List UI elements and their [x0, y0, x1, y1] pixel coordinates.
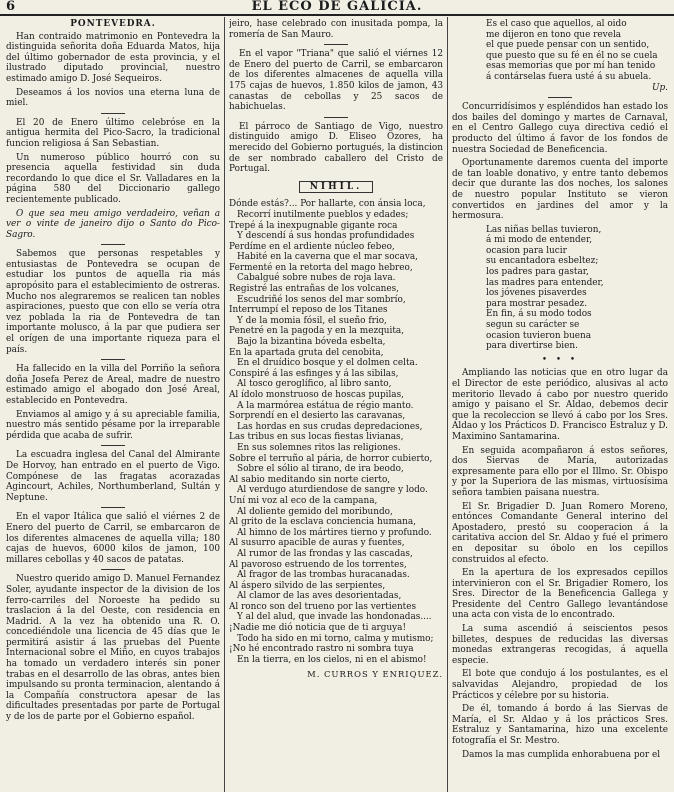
- verse-line: que puesto que su fé en él no se cuela: [486, 50, 658, 61]
- column-rule-1: [224, 17, 225, 792]
- verse-line: Al rumor de las frondas y las cascadas,: [237, 548, 413, 559]
- verse-line: Al himno de los mártires tierno y profundo.: [237, 527, 432, 538]
- verse-line: Todo ha sido en mi torno, calma y mutismo;: [237, 633, 434, 644]
- verse-line: Fermenté en la retorta del mago hebreo,: [229, 262, 413, 273]
- article-sum-raised: La suma ascendió á seiscientos pesos billetes, despues de reducidas las diversas monedas extrangeras recogidas, á aquella especie.: [452, 624, 668, 666]
- verse-line: Al clamor de las aves desorientadas,: [237, 591, 402, 602]
- poem-title: NIHIL.: [299, 181, 373, 194]
- article-lifeboat: El bote que condujo á los postulantes, es el salvavidas Alejandro, propiedad de los Prácticos y célebre por su historia.: [452, 669, 668, 701]
- article-obituary: Ha fallecido en la villa del Porriño la señora doña Josefa Perez de Areal, madre de nuestro estimado amigo el abogado don José Areal, establecido en Pontevedra.: [6, 364, 220, 406]
- verse-line: Bajo la bizantina bóveda esbelta,: [237, 337, 386, 348]
- verse-line: Y al del alud, que invade las hondonadas....: [237, 612, 432, 623]
- verse-line: Al grito de la esclava conciencia humana,: [229, 517, 416, 528]
- section-heading-pontevedra: PONTEVEDRA.: [70, 19, 156, 29]
- verse-line: Sobre el terruño al pária, de horror cubierto,: [229, 453, 433, 464]
- masthead: [0, 0, 674, 16]
- verse-line: Al sabio meditando sin norte cierto,: [229, 474, 391, 485]
- verse-line: Trepé á la inexpugnable gigante roca: [229, 220, 398, 231]
- verse-signature: Up.: [652, 82, 668, 93]
- verse-line: Escudriñé los senos del mar sombrío,: [237, 294, 406, 305]
- article-fernandez-soler: Nuestro querido amigo D. Manuel Fernandez Soler, ayudante inspector de la division de los ferro-carriles del Noroeste ha pedido su traslacion á la del Oeste, con residencia en Madrid. A la vez ha obtenido una R. O. concediéndole una licencia de 45 días que le permitirá asistir á las pruebas del Puente Internacional sobre el Miño, en cuyos trabajos ha tomado un verdadero interés sin poner trabas en el desarrollo de las obras, antes bien impulsando su pronta terminacion, alentando á la Compañía constructora apesar de las dificultades presentadas por parte de Portugal y de los de parte por el Gobierno español.: [6, 574, 220, 723]
- verse-line: A la marmórea estátua de régio manto.: [237, 400, 414, 411]
- verse-line: su encantadora esbeltez;: [486, 256, 599, 267]
- article-italica-cargo: En el vapor Itálica que salió el viérnes 2 de Enero del puerto de Carril, se embarcaron de los diferentes almacenes de aquella villa; 180 cajas de huevos, 6000 kilos de jamon, 100 millares cebollas y 40 sacos de patatas.: [6, 512, 220, 565]
- verse-line: ¡No hé encontrado rastro ni sombra tuya: [229, 644, 414, 655]
- verse-line: Y de la momia fósil, el sueño frio,: [237, 315, 387, 326]
- verse-line: Recorrí inutilmente pueblos y edades;: [237, 209, 409, 220]
- verse-line: ocasion tuvieron buena: [486, 330, 592, 341]
- verse-line: Habité en la caverna que el mar socava,: [237, 252, 418, 263]
- article-congratulations: Damos la mas cumplida enhorabuena por el: [462, 749, 661, 760]
- verse-line: Perdíme en el ardiente núcleo febeo,: [229, 241, 395, 252]
- verse-line: En la apartada gruta del cenobita,: [229, 347, 384, 358]
- verse-line: Al ronco son del trueno por las vertientes: [229, 601, 417, 612]
- article-condolences: Enviamos al amigo y á su apreciable familia, nuestro más sentido pésame por la irreparable pérdida que acaba de sufrir.: [6, 409, 220, 441]
- verse-line: Al ídolo monstruoso de hoscas pupilas,: [229, 390, 404, 400]
- verse-line: En el druídico bosque y el dolmen celta.: [237, 358, 418, 369]
- article-carnival-balls: Concurridísimos y espléndidos han estado los dos bailes del domingo y martes de Carnaval, en el Centro Gallego cuya directiva cedió el producto del último á favor de los fondos de nuestra Sociedad de Beneficencia.: [452, 102, 668, 155]
- article-donation: Oportunamente daremos cuenta del importe de tan loable donativo, y entre tanto debemos decir que durante las dos noches, los salones de nuestro popular Instituto se vieron convertidos en jardines del amor y la hermosura.: [452, 158, 668, 222]
- verse-line: Al susurro apacible de auras y fuentes,: [229, 538, 405, 549]
- verse-line: Las hordas en sus crudas depredaciones,: [237, 421, 423, 432]
- verse-line: Interrumpí el reposo de los Titanes: [229, 305, 388, 316]
- article-triana-cargo: En el vapor "Triana" que salió el viérnes 12 de Enero del puerto de Carril, se embarcaron de los diferentes almacenes de aquella villa 175 cajas de huevos, 1.850 kilos de jamon, 43 canastas de cebollas y 25 sacos de habichuelas.: [229, 49, 443, 113]
- verse-line: Al verdugo aturdiendose de sangre y lodo.: [237, 485, 428, 496]
- column-1: [6, 19, 220, 792]
- verse-line: Conspiré á las esfinges y á las sibilas,: [229, 368, 399, 379]
- newspaper-title: EL ECO DE GALICIA.: [251, 0, 423, 14]
- verse-line: Dónde estás?... Por hallarte, con ánsia loca,: [229, 199, 426, 210]
- article-wedding-wish: Deseamos á los novios una eterna luna de miel.: [6, 87, 220, 109]
- poem-nihil: [229, 199, 443, 665]
- verse-line: Uní mi voz al eco de la campana,: [229, 495, 378, 506]
- verse-line: En fin, á su modo todos: [486, 309, 592, 320]
- page-number: 6: [6, 0, 16, 14]
- verse-line: Sorprendí en el desierto las caravanas,: [229, 411, 406, 422]
- article-oyster-beds: Sabemos que personas respetables y entusiastas de Pontevedra se ocupan de estudiar los puntos de aquella ria más apropósito para el establecimiento de ostreras. Mucho nos alegraremos se realicen tan nobles aspiraciones, puesto que con ello se vería otra vez poblada la ria de Pontevedra de tan importante molusco, á la par que pudiera ser el orígen de una importante riqueza para el país.: [6, 249, 220, 355]
- verse-line: Es el caso que aquellos, al oido: [486, 19, 627, 29]
- article-pico-sacro-quote: O que sea meu amigo verdadeiro, veñan a ver o vinte de janeiro dijo o Santo do Pico-Sagro.: [6, 208, 220, 240]
- separator: [101, 244, 125, 245]
- separator: [101, 445, 125, 446]
- verse-line: ocasion para lucir: [486, 245, 567, 256]
- article-aldao-collection: Ampliando las noticias que en otro lugar da el Director de este periódico, alusivas al acto meritorio llevado á cabo por nuestro querido amigo y paisano el Sr. Aldao, debemos decir que la recoleccion se llevó á cabo por los Sres. Aldao y los Prácticos D. Francisco Estraluz y D. Maximino Santamarina.: [452, 368, 668, 442]
- verse-abuela: [452, 19, 668, 83]
- article-pico-sacro: El 20 de Enero último celebróse en la antigua hermita del Pico-Sacro, la tradicional funcion religiosa á San Sebastian.: [6, 117, 220, 149]
- separator: [101, 113, 125, 114]
- article-english-squadron: La escuadra inglesa del Canal del Almirante De Horvoy, han entrado en el puerto de Vigo. Compónese de las fragatas acorazadas Agincourt, Achiles, Northumberland, Sultán y Neptune.: [6, 450, 220, 503]
- article-pico-sacro-public: Un numeroso público hourró con su presencia aquella festividad sin duda recordando lo que dice el Sr. Valladares en la página 580 del Diccionario gallego recientemente publicado.: [6, 152, 220, 205]
- article-san-mauro: jeiro, hase celebrado con inusitada pompa, la romería de San Mauro.: [229, 19, 443, 40]
- separator: [324, 44, 348, 45]
- verse-line: Las niñas bellas tuvieron,: [486, 224, 602, 235]
- verse-ninas: [452, 225, 668, 352]
- verse-line: En sus solemnes ritos las religiones.: [237, 442, 401, 453]
- verse-line: Registré las entrañas de los volcanes,: [229, 284, 399, 295]
- verse-line: segun su carácter se: [486, 320, 580, 331]
- verse-line: los jóvenes pisaverdes: [486, 288, 587, 299]
- verse-line: á contárselas fuera usté á su abuela.: [486, 71, 652, 82]
- verse-line: ¡Nadie me dió noticia que de ti arguya!: [229, 623, 407, 634]
- verse-line: Cabalgué sobre nubes de roja lava.: [237, 273, 396, 284]
- separator: [101, 507, 125, 508]
- verse-line: Al fragor de las trombas huracanadas.: [237, 570, 410, 581]
- verse-line: para divertirse bien.: [486, 341, 578, 352]
- verse-line: el que puede pensar con un sentido,: [486, 40, 650, 51]
- article-cepillos-opening: En la apertura de los expresados cepillos intervinieron con el Sr. Brigadier Romero, los Sres. Director de la Beneficencia Gallega y Presidente del Centro Gallego levantándose una acta con vista de lo encontrado.: [452, 568, 668, 621]
- verse-line: Al tosco geroglífico, al libro santo,: [237, 379, 392, 390]
- separator: [548, 97, 572, 98]
- verse-line: para mostrar pesadez.: [486, 298, 588, 309]
- verse-line: me dijeron en tono que revela: [486, 29, 622, 40]
- verse-line: Y descendí á sus hondas profundidades: [237, 231, 415, 242]
- verse-line: Al doliente gemido del moribundo,: [237, 506, 393, 517]
- column-3: [452, 19, 668, 792]
- separator: [101, 359, 125, 360]
- verse-line: Sobre el sólio al tirano, de ira beodo,: [237, 464, 404, 475]
- column-rule-2: [447, 17, 448, 792]
- article-wedding: Han contraido matrimonio en Pontevedra la distinguida señorita doña Eduarda Matos, hija del último gobernador de esta provincia, y el ilustrado diputado provincial, nuestro estimado amigo D. José Sequeiros.: [6, 31, 220, 84]
- verse-line: las madres para entender,: [486, 277, 604, 288]
- article-siervas-de-maria: En seguida acompañaron á estos señores, dos Siervas de María, autorizadas expresamente para ello por el Illmo. Sr. Obispo y por la Superiora de las mismas, virtuosísima señora tambien paisana nuestra.: [452, 445, 668, 498]
- poem-signature: M. CURROS Y ENRIQUEZ.: [307, 669, 443, 680]
- article-eliseo-ozores: El párroco de Santiago de Vigo, nuestro distinguido amigo D. Eliseo Ozores, ha merecido del Gobierno portugués, la distincion de ser nombrado caballero del Cristo de Portugal.: [229, 121, 443, 175]
- column-2: [229, 19, 443, 792]
- separator: [101, 569, 125, 570]
- verse-line: Las tribus en sus locas fiestas livianas,: [229, 432, 404, 443]
- verse-line: En la tierra, en los cielos, ni en el abismo!: [237, 654, 427, 665]
- verse-line: á mi modo de entender,: [486, 235, 593, 246]
- verse-line: Penetré en la pagoda y en la mezquita,: [229, 326, 405, 337]
- ornament-dots: • • •: [541, 354, 579, 365]
- separator: [324, 117, 348, 118]
- verse-line: Al pavoroso estruendo de los torrentes,: [229, 559, 407, 570]
- verse-line: los padres para gastar,: [486, 267, 589, 278]
- verse-line: esas memorias que por mí han tenido: [486, 61, 656, 72]
- verse-line: Al áspero silvido de las serpientes,: [229, 580, 386, 591]
- article-brigadier-romero: El Sr. Brigadier D. Juan Romero Moreno, entónces Comandante General interino del Apostadero, prestó su cooperacion á la caritativa accion del Sr. Aldao y fué el primero en depositar su óbolo en los cepillos construidos al efecto.: [452, 501, 668, 565]
- article-photograph: De él, tomando á bordo á las Siervas de María, el Sr. Aldao y á los prácticos Sres. Estraluz y Santamarina, hizo una excelente fotografía el Sr. Mestro.: [452, 704, 668, 746]
